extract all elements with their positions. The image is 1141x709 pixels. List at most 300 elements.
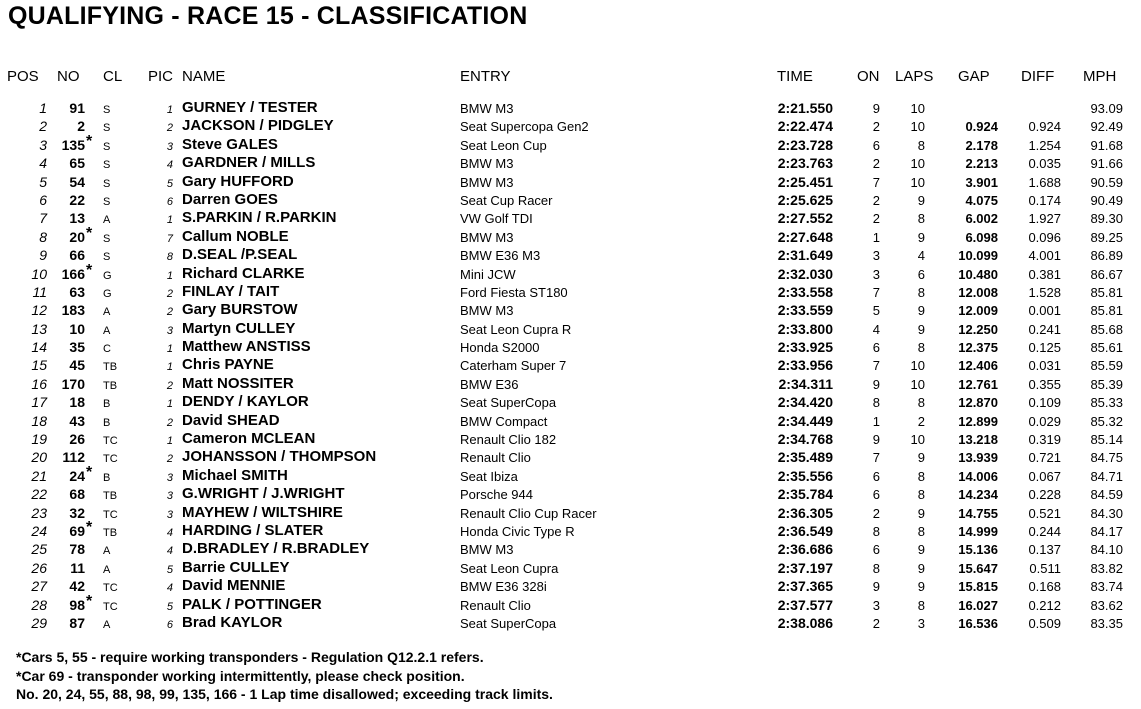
cell-pos: 17 bbox=[31, 394, 47, 411]
cell-on: 7 bbox=[872, 358, 880, 374]
cell-entry: Seat SuperCopa bbox=[460, 615, 557, 631]
cell-on: 2 bbox=[872, 119, 880, 135]
cell-gap: 12.870 bbox=[958, 395, 998, 411]
cell-cl: TC bbox=[103, 435, 118, 448]
footnote: *Car 69 - transponder working intermittently, please check position. bbox=[16, 667, 465, 684]
table-row bbox=[0, 485, 1141, 503]
table-row bbox=[0, 224, 1141, 246]
cell-pos: 9 bbox=[39, 247, 47, 264]
cell-time: 2:37.365 bbox=[777, 578, 833, 595]
cell-gap: 12.008 bbox=[958, 284, 998, 300]
cell-time: 2:32.030 bbox=[777, 265, 833, 282]
cell-name: GURNEY / TESTER bbox=[182, 99, 318, 116]
cell-entry: Honda Civic Type R bbox=[460, 523, 575, 539]
cell-cl: TB bbox=[103, 526, 118, 539]
cell-laps: 8 bbox=[917, 395, 925, 411]
cell-entry: Seat Leon Cupra R bbox=[460, 321, 572, 337]
cell-pos: 2 bbox=[39, 118, 47, 135]
table-row bbox=[0, 540, 1141, 558]
cell-time: 2:23.728 bbox=[777, 136, 833, 153]
cell-pic: 7 bbox=[166, 232, 173, 245]
cell-cl: A bbox=[103, 545, 111, 558]
cell-cl: S bbox=[103, 140, 111, 153]
table-row bbox=[0, 261, 1141, 283]
cell-cl: S bbox=[103, 122, 111, 135]
cell-star: * bbox=[86, 224, 93, 242]
cell-no: 11 bbox=[70, 559, 85, 576]
cell-cl: A bbox=[103, 306, 111, 319]
cell-pic: 2 bbox=[166, 122, 173, 135]
cell-cl: B bbox=[103, 398, 111, 411]
cell-cl: S bbox=[103, 104, 111, 116]
cell-time: 2:33.559 bbox=[777, 302, 833, 319]
cell-name: G.WRIGHT / J.WRIGHT bbox=[182, 485, 345, 503]
cell-diff: 0.035 bbox=[1028, 156, 1061, 172]
cell-mph: 85.81 bbox=[1090, 303, 1123, 319]
cell-mph: 85.14 bbox=[1090, 432, 1123, 448]
cell-entry: Seat SuperCopa bbox=[460, 395, 557, 411]
cell-name: David SHEAD bbox=[182, 411, 280, 429]
cell-diff: 0.137 bbox=[1028, 542, 1061, 558]
table-row bbox=[0, 117, 1141, 135]
cell-time: 2:38.086 bbox=[777, 614, 833, 631]
cell-pos: 15 bbox=[31, 357, 47, 374]
cell-gap: 6.002 bbox=[965, 211, 998, 227]
cell-gap: 13.939 bbox=[958, 450, 998, 466]
cell-cl: A bbox=[103, 563, 111, 576]
cell-pos: 10 bbox=[31, 265, 47, 282]
cell-laps: 8 bbox=[917, 523, 925, 539]
cell-no: 65 bbox=[69, 155, 85, 172]
cell-entry: BMW M3 bbox=[460, 156, 514, 172]
cell-diff: 0.924 bbox=[1028, 119, 1061, 135]
cell-diff: 0.174 bbox=[1028, 192, 1061, 208]
cell-mph: 90.59 bbox=[1090, 174, 1123, 190]
cell-time: 2:25.625 bbox=[777, 191, 833, 208]
cell-entry: BMW M3 bbox=[460, 303, 514, 319]
cell-name: Cameron MCLEAN bbox=[182, 430, 316, 448]
cell-name: S.PARKIN / R.PARKIN bbox=[182, 209, 337, 227]
table-row bbox=[0, 430, 1141, 448]
cell-pic: 4 bbox=[166, 159, 173, 172]
cell-pic: 8 bbox=[166, 251, 173, 264]
cell-pic: 1 bbox=[166, 343, 173, 356]
cell-time: 2:33.558 bbox=[777, 283, 833, 300]
cell-on: 2 bbox=[872, 211, 880, 227]
cell-cl: B bbox=[103, 416, 111, 429]
cell-diff: 0.067 bbox=[1028, 468, 1061, 484]
cell-gap: 14.755 bbox=[958, 505, 998, 521]
cell-pos: 14 bbox=[31, 339, 47, 356]
table-row bbox=[0, 592, 1141, 614]
cell-time: 2:22.474 bbox=[777, 118, 833, 135]
cell-mph: 83.82 bbox=[1090, 560, 1123, 576]
cell-laps: 9 bbox=[917, 579, 925, 595]
cell-diff: 0.031 bbox=[1028, 358, 1061, 374]
cell-mph: 83.74 bbox=[1090, 579, 1123, 595]
cell-gap: 14.999 bbox=[958, 523, 998, 539]
cell-time: 2:31.649 bbox=[777, 247, 833, 264]
header-pos: POS bbox=[7, 68, 39, 85]
cell-pic: 6 bbox=[166, 618, 173, 631]
cell-pos: 22 bbox=[31, 486, 47, 503]
cell-gap: 12.009 bbox=[958, 303, 998, 319]
cell-cl: A bbox=[103, 324, 111, 337]
cell-diff: 0.381 bbox=[1028, 266, 1061, 282]
cell-diff: 0.721 bbox=[1028, 450, 1061, 466]
cell-cl: S bbox=[103, 177, 111, 190]
cell-time: 2:34.768 bbox=[777, 431, 833, 448]
cell-cl: B bbox=[103, 471, 111, 484]
cell-cl: TC bbox=[103, 453, 118, 466]
cell-pos: 8 bbox=[39, 228, 47, 245]
cell-entry: BMW M3 bbox=[460, 542, 514, 558]
cell-entry: BMW E36 M3 bbox=[460, 248, 541, 264]
cell-mph: 91.66 bbox=[1090, 156, 1123, 172]
cell-on: 9 bbox=[872, 579, 880, 595]
cell-gap: 12.899 bbox=[958, 413, 998, 429]
cell-cl: A bbox=[103, 214, 111, 227]
cell-pic: 4 bbox=[166, 545, 173, 558]
header-mph: MPH bbox=[1083, 68, 1117, 85]
cell-entry: Renault Clio bbox=[460, 450, 531, 466]
table-row bbox=[0, 356, 1141, 374]
cell-diff: 1.927 bbox=[1028, 211, 1061, 227]
cell-name: Callum NOBLE bbox=[182, 227, 289, 245]
header-gap: GAP bbox=[958, 68, 990, 85]
cell-gap: 0.924 bbox=[965, 119, 998, 135]
cell-entry: Seat Supercopa Gen2 bbox=[460, 119, 589, 135]
cell-time: 2:33.800 bbox=[777, 320, 833, 337]
cell-on: 9 bbox=[872, 376, 880, 392]
cell-no: 87 bbox=[69, 614, 85, 631]
cell-laps: 8 bbox=[917, 340, 925, 356]
header-pic: PIC bbox=[148, 68, 174, 85]
cell-time: 2:37.577 bbox=[777, 596, 833, 613]
cell-on: 1 bbox=[872, 229, 880, 245]
cell-pos: 20 bbox=[31, 449, 47, 466]
cell-mph: 85.32 bbox=[1090, 413, 1123, 429]
cell-on: 3 bbox=[872, 248, 880, 264]
cell-no: 35 bbox=[69, 339, 85, 356]
cell-gap: 15.815 bbox=[958, 579, 998, 595]
cell-on: 6 bbox=[872, 468, 880, 484]
cell-star: * bbox=[86, 463, 93, 481]
table-row bbox=[0, 320, 1141, 338]
cell-pic: 1 bbox=[166, 435, 173, 448]
cell-cl: TB bbox=[103, 361, 118, 374]
cell-pos: 4 bbox=[39, 155, 47, 172]
cell-cl: TB bbox=[103, 379, 118, 392]
cell-diff: 0.319 bbox=[1028, 432, 1061, 448]
cell-time: 2:36.549 bbox=[777, 522, 833, 539]
cell-laps: 9 bbox=[917, 542, 925, 558]
table-row bbox=[0, 559, 1141, 577]
cell-cl: TC bbox=[103, 508, 118, 521]
footnote: No. 20, 24, 55, 88, 98, 99, 135, 166 - 1 Lap time disallowed; exceeding track limits. bbox=[16, 686, 553, 702]
header-entry: ENTRY bbox=[460, 68, 511, 85]
table-row bbox=[0, 154, 1141, 172]
cell-entry: Renault Clio 182 bbox=[460, 432, 557, 448]
cell-pos: 5 bbox=[39, 173, 47, 190]
cell-gap: 10.099 bbox=[958, 248, 998, 264]
cell-gap: 15.647 bbox=[958, 560, 998, 576]
cell-gap: 10.480 bbox=[958, 266, 998, 282]
cell-on: 3 bbox=[872, 597, 880, 613]
cell-pos: 25 bbox=[31, 541, 47, 558]
cell-star: * bbox=[86, 261, 93, 279]
cell-laps: 9 bbox=[917, 303, 925, 319]
header-on: ON bbox=[857, 68, 880, 85]
cell-entry: Caterham Super 7 bbox=[460, 358, 567, 374]
cell-pos: 29 bbox=[31, 614, 47, 631]
cell-mph: 83.62 bbox=[1090, 597, 1123, 613]
cell-time: 2:34.449 bbox=[777, 412, 833, 429]
cell-no: 10 bbox=[69, 320, 85, 337]
cell-time: 2:34.311 bbox=[778, 375, 833, 392]
cell-laps: 3 bbox=[917, 615, 925, 631]
cell-pic: 2 bbox=[166, 306, 173, 319]
cell-time: 2:35.489 bbox=[777, 449, 833, 466]
cell-entry: Renault Clio Cup Racer bbox=[460, 505, 597, 521]
cell-mph: 84.17 bbox=[1090, 523, 1123, 539]
cell-cl: C bbox=[103, 343, 111, 356]
cell-laps: 8 bbox=[917, 211, 925, 227]
cell-diff: 0.125 bbox=[1028, 340, 1061, 356]
cell-cl: S bbox=[103, 251, 111, 264]
cell-time: 2:36.305 bbox=[777, 504, 833, 521]
cell-name: GARDNER / MILLS bbox=[182, 154, 316, 172]
cell-pic: 5 bbox=[166, 177, 173, 190]
table-row bbox=[0, 448, 1141, 466]
cell-diff: 0.096 bbox=[1028, 229, 1061, 245]
cell-gap: 4.075 bbox=[965, 192, 998, 208]
cell-gap: 12.375 bbox=[958, 340, 998, 356]
cell-no: 166 bbox=[61, 265, 85, 282]
cell-pic: 1 bbox=[166, 269, 173, 282]
cell-diff: 0.521 bbox=[1028, 505, 1061, 521]
cell-pos: 24 bbox=[31, 522, 47, 539]
cell-laps: 9 bbox=[917, 505, 925, 521]
cell-entry: Honda S2000 bbox=[460, 340, 540, 356]
cell-pos: 16 bbox=[31, 375, 47, 392]
table-row bbox=[0, 173, 1141, 191]
footnotes bbox=[16, 648, 553, 704]
cell-mph: 85.59 bbox=[1090, 358, 1123, 374]
cell-mph: 91.68 bbox=[1090, 137, 1123, 153]
table-row bbox=[0, 614, 1141, 632]
cell-cl: TB bbox=[103, 490, 118, 503]
table-row bbox=[0, 393, 1141, 411]
cell-pic: 3 bbox=[166, 490, 173, 503]
cell-pos: 12 bbox=[31, 302, 47, 319]
cell-cl: TC bbox=[103, 582, 118, 595]
cell-name: Matthew ANSTISS bbox=[182, 338, 311, 356]
cell-on: 1 bbox=[872, 413, 880, 429]
cell-time: 2:33.956 bbox=[777, 357, 833, 374]
table-row bbox=[0, 463, 1141, 485]
cell-no: 26 bbox=[69, 431, 85, 448]
cell-name: D.BRADLEY / R.BRADLEY bbox=[182, 540, 370, 558]
cell-name: DENDY / KAYLOR bbox=[182, 393, 309, 411]
cell-entry: BMW M3 bbox=[460, 229, 514, 245]
cell-diff: 0.168 bbox=[1028, 579, 1061, 595]
cell-cl: S bbox=[103, 232, 111, 245]
cell-mph: 84.71 bbox=[1090, 468, 1123, 484]
table-row bbox=[0, 132, 1141, 154]
table-row bbox=[0, 518, 1141, 540]
cell-time: 2:23.763 bbox=[777, 155, 833, 172]
cell-time: 2:27.552 bbox=[777, 210, 833, 227]
cell-laps: 10 bbox=[910, 119, 925, 135]
cell-entry: Seat Ibiza bbox=[460, 468, 518, 484]
cell-name: JOHANSSON / THOMPSON bbox=[182, 448, 377, 466]
cell-pic: 5 bbox=[166, 563, 173, 576]
cell-laps: 10 bbox=[910, 156, 925, 172]
cell-laps: 10 bbox=[910, 358, 925, 374]
cell-mph: 84.75 bbox=[1090, 450, 1123, 466]
cell-no: 24 bbox=[69, 467, 85, 484]
cell-pic: 4 bbox=[166, 526, 173, 539]
cell-no: 69 bbox=[69, 522, 85, 539]
cell-name: FINLAY / TAIT bbox=[182, 282, 280, 300]
cell-on: 8 bbox=[872, 395, 880, 411]
cell-diff: 0.355 bbox=[1028, 376, 1061, 392]
cell-pos: 26 bbox=[31, 559, 47, 576]
cell-laps: 10 bbox=[910, 432, 925, 448]
cell-pic: 1 bbox=[166, 398, 173, 411]
cell-mph: 90.49 bbox=[1090, 192, 1123, 208]
cell-name: Martyn CULLEY bbox=[182, 319, 296, 337]
cell-pos: 1 bbox=[39, 100, 47, 116]
cell-on: 2 bbox=[872, 615, 880, 631]
cell-time: 2:36.686 bbox=[777, 541, 833, 558]
cell-laps: 8 bbox=[917, 468, 925, 484]
table-row bbox=[0, 504, 1141, 522]
cell-laps: 9 bbox=[917, 560, 925, 576]
cell-mph: 83.35 bbox=[1090, 615, 1123, 631]
cell-no: 78 bbox=[69, 541, 85, 558]
cell-pos: 27 bbox=[31, 578, 47, 595]
cell-pic: 1 bbox=[166, 214, 173, 227]
cell-gap: 12.250 bbox=[958, 321, 998, 337]
cell-diff: 1.528 bbox=[1028, 284, 1061, 300]
cell-star: * bbox=[86, 592, 93, 610]
cell-mph: 85.33 bbox=[1090, 395, 1123, 411]
cell-pic: 3 bbox=[166, 471, 173, 484]
cell-mph: 89.30 bbox=[1090, 211, 1123, 227]
cell-pic: 2 bbox=[166, 287, 173, 300]
classification-table bbox=[0, 99, 1141, 632]
cell-star: * bbox=[86, 132, 93, 150]
cell-no: 32 bbox=[69, 504, 85, 521]
cell-on: 5 bbox=[872, 303, 880, 319]
cell-pic: 2 bbox=[166, 416, 173, 429]
cell-pos: 23 bbox=[31, 504, 47, 521]
cell-no: 20 bbox=[69, 228, 85, 245]
cell-entry: Seat Leon Cup bbox=[460, 137, 547, 153]
cell-entry: Porsche 944 bbox=[460, 487, 533, 503]
cell-on: 7 bbox=[872, 174, 880, 190]
cell-on: 4 bbox=[872, 321, 880, 337]
cell-pic: 1 bbox=[166, 361, 173, 374]
cell-gap: 12.761 bbox=[958, 376, 998, 392]
cell-cl: TC bbox=[103, 600, 118, 613]
cell-pos: 28 bbox=[31, 596, 47, 613]
cell-on: 6 bbox=[872, 137, 880, 153]
cell-mph: 84.59 bbox=[1090, 487, 1123, 503]
cell-pos: 13 bbox=[31, 320, 47, 337]
cell-name: David MENNIE bbox=[182, 577, 286, 595]
cell-diff: 0.029 bbox=[1028, 413, 1061, 429]
table-header bbox=[0, 68, 1141, 86]
cell-no: 54 bbox=[69, 173, 85, 190]
footnote: *Cars 5, 55 - require working transponders - Regulation Q12.2.1 refers. bbox=[16, 649, 484, 665]
cell-entry: Renault Clio bbox=[460, 597, 531, 613]
cell-laps: 9 bbox=[917, 192, 925, 208]
table-row bbox=[0, 246, 1141, 264]
cell-pos: 3 bbox=[39, 136, 47, 153]
cell-on: 6 bbox=[872, 340, 880, 356]
cell-on: 8 bbox=[872, 523, 880, 539]
cell-name: HARDING / SLATER bbox=[182, 521, 324, 539]
cell-time: 2:34.420 bbox=[777, 394, 833, 411]
cell-mph: 85.81 bbox=[1090, 284, 1123, 300]
cell-laps: 10 bbox=[910, 174, 925, 190]
cell-on: 2 bbox=[872, 192, 880, 208]
cell-pos: 6 bbox=[39, 191, 47, 208]
cell-no: 98 bbox=[69, 596, 85, 613]
cell-no: 112 bbox=[62, 449, 85, 466]
cell-gap: 16.027 bbox=[958, 597, 998, 613]
cell-mph: 86.67 bbox=[1090, 266, 1123, 282]
header-laps: LAPS bbox=[895, 68, 934, 85]
cell-name: Matt NOSSITER bbox=[182, 374, 294, 392]
cell-no: 13 bbox=[69, 210, 85, 227]
cell-pic: 3 bbox=[166, 140, 173, 153]
cell-time: 2:25.451 bbox=[777, 173, 833, 190]
cell-name: Richard CLARKE bbox=[182, 264, 305, 282]
cell-cl: G bbox=[103, 287, 112, 300]
cell-diff: 0.212 bbox=[1028, 597, 1061, 613]
cell-name: MAYHEW / WILTSHIRE bbox=[182, 503, 343, 521]
cell-entry: VW Golf TDI bbox=[460, 211, 533, 227]
cell-pic: 6 bbox=[166, 195, 173, 208]
cell-pic: 5 bbox=[166, 600, 173, 613]
cell-mph: 84.30 bbox=[1090, 505, 1123, 521]
cell-diff: 4.001 bbox=[1028, 248, 1061, 264]
cell-diff: 0.511 bbox=[1029, 560, 1061, 576]
cell-laps: 9 bbox=[917, 321, 925, 337]
cell-mph: 93.09 bbox=[1090, 101, 1123, 116]
cell-pic: 2 bbox=[166, 379, 173, 392]
table-row bbox=[0, 375, 1141, 393]
cell-pos: 21 bbox=[31, 467, 47, 484]
cell-diff: 0.001 bbox=[1028, 303, 1061, 319]
cell-on: 2 bbox=[872, 505, 880, 521]
cell-diff: 1.688 bbox=[1028, 174, 1061, 190]
cell-pic: 4 bbox=[166, 582, 173, 595]
cell-gap: 14.234 bbox=[958, 487, 998, 503]
cell-gap: 2.213 bbox=[965, 156, 998, 172]
cell-laps: 8 bbox=[917, 487, 925, 503]
table-row bbox=[0, 99, 1141, 117]
cell-name: PALK / POTTINGER bbox=[182, 595, 322, 613]
cell-mph: 92.49 bbox=[1090, 119, 1123, 135]
cell-name: Barrie CULLEY bbox=[182, 558, 290, 576]
cell-time: 2:33.925 bbox=[777, 339, 833, 356]
cell-diff: 0.244 bbox=[1028, 523, 1061, 539]
